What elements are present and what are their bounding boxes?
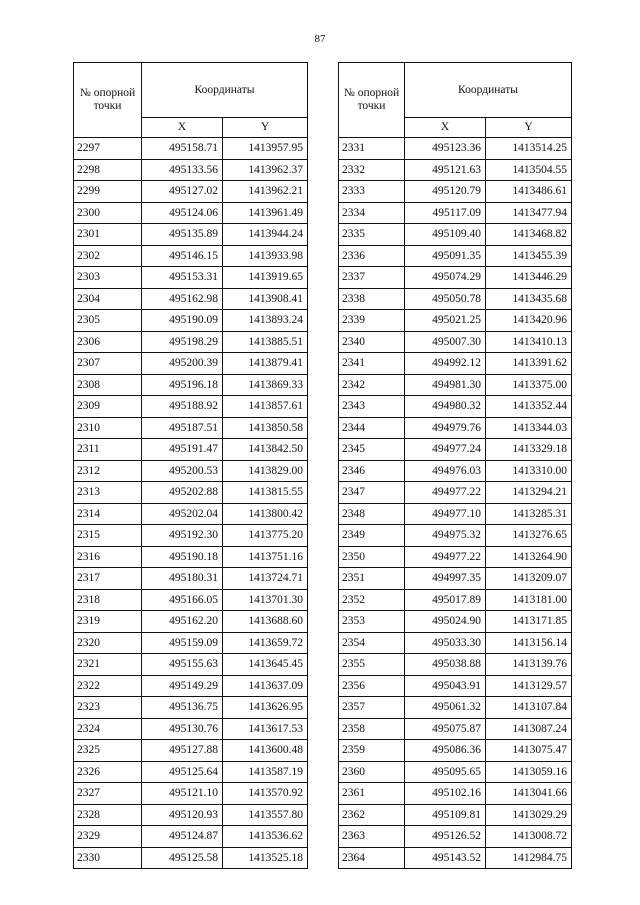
y-coordinate-cell: 1413181.00 xyxy=(486,589,572,611)
y-coordinate-cell: 1413344.03 xyxy=(486,417,572,439)
point-number-cell: 2343 xyxy=(339,396,405,418)
point-number-cell: 2348 xyxy=(339,503,405,525)
table-row xyxy=(339,783,572,805)
point-number-cell: 2327 xyxy=(74,783,142,805)
x-coordinate-cell: 495188.92 xyxy=(142,396,223,418)
x-coordinate-cell: 495125.64 xyxy=(142,761,223,783)
point-number-cell: 2321 xyxy=(74,654,142,676)
coordinates-table-left xyxy=(73,62,308,869)
x-coordinate-cell: 495124.87 xyxy=(142,826,223,848)
table-row xyxy=(339,847,572,869)
point-number-cell: 2346 xyxy=(339,460,405,482)
table-row xyxy=(74,847,308,869)
point-number-cell: 2300 xyxy=(74,202,142,224)
table-row xyxy=(339,718,572,740)
x-coordinate-cell: 495124.06 xyxy=(142,202,223,224)
table-row xyxy=(74,224,308,246)
point-number-cell: 2363 xyxy=(339,826,405,848)
point-number-cell: 2306 xyxy=(74,331,142,353)
y-coordinate-cell: 1413962.37 xyxy=(223,159,308,181)
y-coordinate-cell: 1413264.90 xyxy=(486,546,572,568)
x-coordinate-cell: 495075.87 xyxy=(405,718,486,740)
x-coordinate-cell: 495127.88 xyxy=(142,740,223,762)
point-number-cell: 2316 xyxy=(74,546,142,568)
x-coordinate-cell: 494980.32 xyxy=(405,396,486,418)
y-coordinate-cell: 1413514.25 xyxy=(486,138,572,160)
x-coordinate-cell: 495061.32 xyxy=(405,697,486,719)
x-coordinate-cell: 495200.39 xyxy=(142,353,223,375)
y-coordinate-cell: 1413139.76 xyxy=(486,654,572,676)
point-number-cell: 2331 xyxy=(339,138,405,160)
point-number-cell: 2357 xyxy=(339,697,405,719)
table-row xyxy=(74,568,308,590)
table-row xyxy=(74,417,308,439)
y-coordinate-cell: 1413908.41 xyxy=(223,288,308,310)
y-coordinate-cell: 1413626.95 xyxy=(223,697,308,719)
table-row xyxy=(74,331,308,353)
point-number-cell: 2341 xyxy=(339,353,405,375)
x-coordinate-cell: 495121.63 xyxy=(405,159,486,181)
point-number-cell: 2335 xyxy=(339,224,405,246)
coordinates-header: Координаты xyxy=(405,63,572,118)
x-coordinate-cell: 494977.22 xyxy=(405,546,486,568)
table-row xyxy=(74,374,308,396)
x-coordinate-cell: 495121.10 xyxy=(142,783,223,805)
y-coordinate-cell: 1413075.47 xyxy=(486,740,572,762)
x-coordinate-cell: 495196.18 xyxy=(142,374,223,396)
table-row xyxy=(339,245,572,267)
table-row xyxy=(339,374,572,396)
table-row xyxy=(74,826,308,848)
x-coordinate-cell: 495120.79 xyxy=(405,181,486,203)
x-coordinate-cell: 495162.20 xyxy=(142,611,223,633)
x-coordinate-cell: 494977.24 xyxy=(405,439,486,461)
x-coordinate-cell: 495109.81 xyxy=(405,804,486,826)
x-coordinate-cell: 495192.30 xyxy=(142,525,223,547)
point-number-cell: 2356 xyxy=(339,675,405,697)
y-coordinate-cell: 1413352.44 xyxy=(486,396,572,418)
table-row xyxy=(339,159,572,181)
point-number-cell: 2337 xyxy=(339,267,405,289)
point-number-cell: 2332 xyxy=(339,159,405,181)
point-number-cell: 2307 xyxy=(74,353,142,375)
y-coordinate-cell: 1413842.50 xyxy=(223,439,308,461)
x-coordinate-cell: 495120.93 xyxy=(142,804,223,826)
y-coordinate-cell: 1413688.60 xyxy=(223,611,308,633)
x-coordinate-cell: 495038.88 xyxy=(405,654,486,676)
table-row xyxy=(339,417,572,439)
x-coordinate-cell: 495127.02 xyxy=(142,181,223,203)
table-row xyxy=(74,546,308,568)
y-coordinate-cell: 1413310.00 xyxy=(486,460,572,482)
y-coordinate-cell: 1413587.19 xyxy=(223,761,308,783)
y-coordinate-cell: 1413815.55 xyxy=(223,482,308,504)
x-coordinate-cell: 495091.35 xyxy=(405,245,486,267)
point-number-cell: 2312 xyxy=(74,460,142,482)
point-number-cell: 2355 xyxy=(339,654,405,676)
y-coordinate-cell: 1413800.42 xyxy=(223,503,308,525)
table-row xyxy=(339,525,572,547)
point-number-cell: 2324 xyxy=(74,718,142,740)
table-row xyxy=(74,310,308,332)
x-coordinate-cell: 495166.05 xyxy=(142,589,223,611)
table-row xyxy=(74,718,308,740)
x-coordinate-cell: 495202.88 xyxy=(142,482,223,504)
y-coordinate-cell: 1413468.82 xyxy=(486,224,572,246)
point-number-cell: 2330 xyxy=(74,847,142,869)
table-row xyxy=(74,654,308,676)
y-coordinate-cell: 1413420.96 xyxy=(486,310,572,332)
x-coordinate-cell: 495146.15 xyxy=(142,245,223,267)
point-number-cell: 2313 xyxy=(74,482,142,504)
point-number-cell: 2320 xyxy=(74,632,142,654)
y-coordinate-cell: 1413879.41 xyxy=(223,353,308,375)
y-coordinate-cell: 1413129.57 xyxy=(486,675,572,697)
table-row xyxy=(74,202,308,224)
y-coordinate-cell: 1413645.45 xyxy=(223,654,308,676)
y-coordinate-cell: 1413375.00 xyxy=(486,374,572,396)
point-number-cell: 2358 xyxy=(339,718,405,740)
table-row xyxy=(74,396,308,418)
y-coordinate-cell: 1413570.92 xyxy=(223,783,308,805)
y-coordinate-cell: 1413962.21 xyxy=(223,181,308,203)
x-coordinate-cell: 495190.09 xyxy=(142,310,223,332)
table-row xyxy=(74,482,308,504)
table-row xyxy=(339,181,572,203)
point-number-cell: 2328 xyxy=(74,804,142,826)
point-number-cell: 2350 xyxy=(339,546,405,568)
table-row xyxy=(339,589,572,611)
table-row xyxy=(339,546,572,568)
table-row xyxy=(339,460,572,482)
point-number-cell: 2315 xyxy=(74,525,142,547)
x-coordinate-cell: 494977.22 xyxy=(405,482,486,504)
point-number-cell: 2329 xyxy=(74,826,142,848)
y-coordinate-cell: 1413957.95 xyxy=(223,138,308,160)
point-number-cell: 2360 xyxy=(339,761,405,783)
point-number-cell: 2347 xyxy=(339,482,405,504)
table-row xyxy=(339,288,572,310)
point-number-cell: 2309 xyxy=(74,396,142,418)
x-coordinate-cell: 495149.29 xyxy=(142,675,223,697)
table-row xyxy=(339,675,572,697)
point-number-cell: 2338 xyxy=(339,288,405,310)
table-row xyxy=(339,396,572,418)
x-coordinate-cell: 495021.25 xyxy=(405,310,486,332)
y-coordinate-cell: 1413857.61 xyxy=(223,396,308,418)
point-number-cell: 2345 xyxy=(339,439,405,461)
point-number-cell: 2344 xyxy=(339,417,405,439)
point-number-cell: 2362 xyxy=(339,804,405,826)
y-coordinate-cell: 1413829.00 xyxy=(223,460,308,482)
y-coordinate-cell: 1413525.18 xyxy=(223,847,308,869)
x-column-header: X xyxy=(405,118,486,138)
y-coordinate-cell: 1413961.49 xyxy=(223,202,308,224)
table-row xyxy=(339,761,572,783)
y-coordinate-cell: 1413294.21 xyxy=(486,482,572,504)
point-number-header: № опорной точки xyxy=(74,63,142,138)
y-coordinate-cell: 1413659.72 xyxy=(223,632,308,654)
table-row xyxy=(339,224,572,246)
table-row xyxy=(74,675,308,697)
y-coordinate-cell: 1413156.14 xyxy=(486,632,572,654)
x-coordinate-cell: 494976.03 xyxy=(405,460,486,482)
point-number-cell: 2361 xyxy=(339,783,405,805)
point-number-cell: 2317 xyxy=(74,568,142,590)
point-number-cell: 2314 xyxy=(74,503,142,525)
y-coordinate-cell: 1413869.33 xyxy=(223,374,308,396)
y-coordinate-cell: 1413933.98 xyxy=(223,245,308,267)
y-coordinate-cell: 1413041.66 xyxy=(486,783,572,805)
x-coordinate-cell: 495180.31 xyxy=(142,568,223,590)
table-row xyxy=(74,503,308,525)
x-coordinate-cell: 495130.76 xyxy=(142,718,223,740)
y-coordinate-cell: 1413724.71 xyxy=(223,568,308,590)
x-coordinate-cell: 495200.53 xyxy=(142,460,223,482)
x-coordinate-cell: 495117.09 xyxy=(405,202,486,224)
y-coordinate-cell: 1413751.16 xyxy=(223,546,308,568)
x-coordinate-cell: 494975.32 xyxy=(405,525,486,547)
y-coordinate-cell: 1413617.53 xyxy=(223,718,308,740)
x-coordinate-cell: 495159.09 xyxy=(142,632,223,654)
x-coordinate-cell: 495191.47 xyxy=(142,439,223,461)
y-coordinate-cell: 1413391.62 xyxy=(486,353,572,375)
point-number-cell: 2359 xyxy=(339,740,405,762)
x-coordinate-cell: 495043.91 xyxy=(405,675,486,697)
y-coordinate-cell: 1413885.51 xyxy=(223,331,308,353)
point-number-cell: 2308 xyxy=(74,374,142,396)
table-row xyxy=(339,740,572,762)
coordinates-header: Координаты xyxy=(142,63,308,118)
point-number-cell: 2336 xyxy=(339,245,405,267)
y-coordinate-cell: 1413435.68 xyxy=(486,288,572,310)
y-coordinate-cell: 1413701.30 xyxy=(223,589,308,611)
y-coordinate-cell: 1413171.85 xyxy=(486,611,572,633)
table-row xyxy=(339,804,572,826)
y-coordinate-cell: 1413059.16 xyxy=(486,761,572,783)
y-coordinate-cell: 1413637.09 xyxy=(223,675,308,697)
y-coordinate-cell: 1413893.24 xyxy=(223,310,308,332)
table-row xyxy=(74,783,308,805)
point-number-cell: 2352 xyxy=(339,589,405,611)
y-coordinate-cell: 1413285.31 xyxy=(486,503,572,525)
point-number-cell: 2334 xyxy=(339,202,405,224)
point-number-cell: 2303 xyxy=(74,267,142,289)
table-row xyxy=(339,568,572,590)
table-row xyxy=(74,697,308,719)
y-coordinate-cell: 1413775.20 xyxy=(223,525,308,547)
table-row xyxy=(339,611,572,633)
table-row xyxy=(339,331,572,353)
x-coordinate-cell: 495155.63 xyxy=(142,654,223,676)
table-row xyxy=(74,740,308,762)
point-number-cell: 2319 xyxy=(74,611,142,633)
table-row xyxy=(74,525,308,547)
point-number-cell: 2310 xyxy=(74,417,142,439)
x-coordinate-cell: 494981.30 xyxy=(405,374,486,396)
x-coordinate-cell: 495033.30 xyxy=(405,632,486,654)
table-row xyxy=(339,138,572,160)
y-coordinate-cell: 1413477.94 xyxy=(486,202,572,224)
x-coordinate-cell: 495102.16 xyxy=(405,783,486,805)
table-row xyxy=(339,202,572,224)
point-number-cell: 2364 xyxy=(339,847,405,869)
x-coordinate-cell: 495162.98 xyxy=(142,288,223,310)
table-row xyxy=(74,181,308,203)
table-row xyxy=(74,245,308,267)
point-number-cell: 2318 xyxy=(74,589,142,611)
point-number-cell: 2342 xyxy=(339,374,405,396)
table-row xyxy=(74,267,308,289)
y-coordinate-cell: 1413486.61 xyxy=(486,181,572,203)
point-number-cell: 2340 xyxy=(339,331,405,353)
y-coordinate-cell: 1412984.75 xyxy=(486,847,572,869)
point-number-cell: 2333 xyxy=(339,181,405,203)
y-coordinate-cell: 1413008.72 xyxy=(486,826,572,848)
x-coordinate-cell: 495190.18 xyxy=(142,546,223,568)
point-number-cell: 2304 xyxy=(74,288,142,310)
y-coordinate-cell: 1413557.80 xyxy=(223,804,308,826)
table-row xyxy=(74,138,308,160)
page-number: 87 xyxy=(314,33,326,45)
point-number-cell: 2299 xyxy=(74,181,142,203)
x-coordinate-cell: 495202.04 xyxy=(142,503,223,525)
table-row xyxy=(74,159,308,181)
y-coordinate-cell: 1413329.18 xyxy=(486,439,572,461)
point-number-cell: 2351 xyxy=(339,568,405,590)
x-coordinate-cell: 495126.52 xyxy=(405,826,486,848)
y-coordinate-cell: 1413410.13 xyxy=(486,331,572,353)
x-coordinate-cell: 495086.36 xyxy=(405,740,486,762)
y-coordinate-cell: 1413087.24 xyxy=(486,718,572,740)
y-coordinate-cell: 1413850.58 xyxy=(223,417,308,439)
y-coordinate-cell: 1413446.29 xyxy=(486,267,572,289)
table-row xyxy=(339,310,572,332)
x-coordinate-cell: 495153.31 xyxy=(142,267,223,289)
table-row xyxy=(339,697,572,719)
x-coordinate-cell: 495050.78 xyxy=(405,288,486,310)
y-coordinate-cell: 1413209.07 xyxy=(486,568,572,590)
point-number-cell: 2353 xyxy=(339,611,405,633)
point-number-cell: 2339 xyxy=(339,310,405,332)
y-coordinate-cell: 1413536.62 xyxy=(223,826,308,848)
point-number-header: № опорной точки xyxy=(339,63,405,138)
table-row xyxy=(339,353,572,375)
table-row xyxy=(74,288,308,310)
x-coordinate-cell: 494992.12 xyxy=(405,353,486,375)
point-number-cell: 2301 xyxy=(74,224,142,246)
table-row xyxy=(339,482,572,504)
x-coordinate-cell: 495133.56 xyxy=(142,159,223,181)
x-coordinate-cell: 495187.51 xyxy=(142,417,223,439)
x-coordinate-cell: 495143.52 xyxy=(405,847,486,869)
y-coordinate-cell: 1413276.65 xyxy=(486,525,572,547)
x-coordinate-cell: 494977.10 xyxy=(405,503,486,525)
x-coordinate-cell: 494997.35 xyxy=(405,568,486,590)
point-number-cell: 2323 xyxy=(74,697,142,719)
y-coordinate-cell: 1413029.29 xyxy=(486,804,572,826)
x-coordinate-cell: 495198.29 xyxy=(142,331,223,353)
x-coordinate-cell: 495017.89 xyxy=(405,589,486,611)
x-column-header: X xyxy=(142,118,223,138)
point-number-cell: 2311 xyxy=(74,439,142,461)
y-coordinate-cell: 1413919.65 xyxy=(223,267,308,289)
point-number-cell: 2354 xyxy=(339,632,405,654)
table-row xyxy=(74,611,308,633)
y-coordinate-cell: 1413944.24 xyxy=(223,224,308,246)
point-number-cell: 2326 xyxy=(74,761,142,783)
x-coordinate-cell: 495109.40 xyxy=(405,224,486,246)
point-number-cell: 2302 xyxy=(74,245,142,267)
y-coordinate-cell: 1413107.84 xyxy=(486,697,572,719)
table-row xyxy=(74,353,308,375)
y-coordinate-cell: 1413600.48 xyxy=(223,740,308,762)
y-coordinate-cell: 1413455.39 xyxy=(486,245,572,267)
table-row xyxy=(74,460,308,482)
table-row xyxy=(74,439,308,461)
table-row xyxy=(339,439,572,461)
table-row xyxy=(339,654,572,676)
point-number-cell: 2325 xyxy=(74,740,142,762)
table-row xyxy=(339,826,572,848)
point-number-cell: 2322 xyxy=(74,675,142,697)
table-row xyxy=(339,632,572,654)
table-row xyxy=(74,761,308,783)
table-row xyxy=(74,804,308,826)
table-row xyxy=(74,632,308,654)
point-number-cell: 2305 xyxy=(74,310,142,332)
coordinates-table-right xyxy=(338,62,572,869)
table-row xyxy=(339,503,572,525)
y-column-header: Y xyxy=(223,118,308,138)
x-coordinate-cell: 495135.89 xyxy=(142,224,223,246)
point-number-cell: 2298 xyxy=(74,159,142,181)
y-coordinate-cell: 1413504.55 xyxy=(486,159,572,181)
y-column-header: Y xyxy=(486,118,572,138)
table-row xyxy=(74,589,308,611)
x-coordinate-cell: 495125.58 xyxy=(142,847,223,869)
x-coordinate-cell: 494979.76 xyxy=(405,417,486,439)
x-coordinate-cell: 495123.36 xyxy=(405,138,486,160)
x-coordinate-cell: 495007.30 xyxy=(405,331,486,353)
x-coordinate-cell: 495136.75 xyxy=(142,697,223,719)
x-coordinate-cell: 495024.90 xyxy=(405,611,486,633)
x-coordinate-cell: 495095.65 xyxy=(405,761,486,783)
point-number-cell: 2297 xyxy=(74,138,142,160)
x-coordinate-cell: 495158.71 xyxy=(142,138,223,160)
point-number-cell: 2349 xyxy=(339,525,405,547)
x-coordinate-cell: 495074.29 xyxy=(405,267,486,289)
table-row xyxy=(339,267,572,289)
